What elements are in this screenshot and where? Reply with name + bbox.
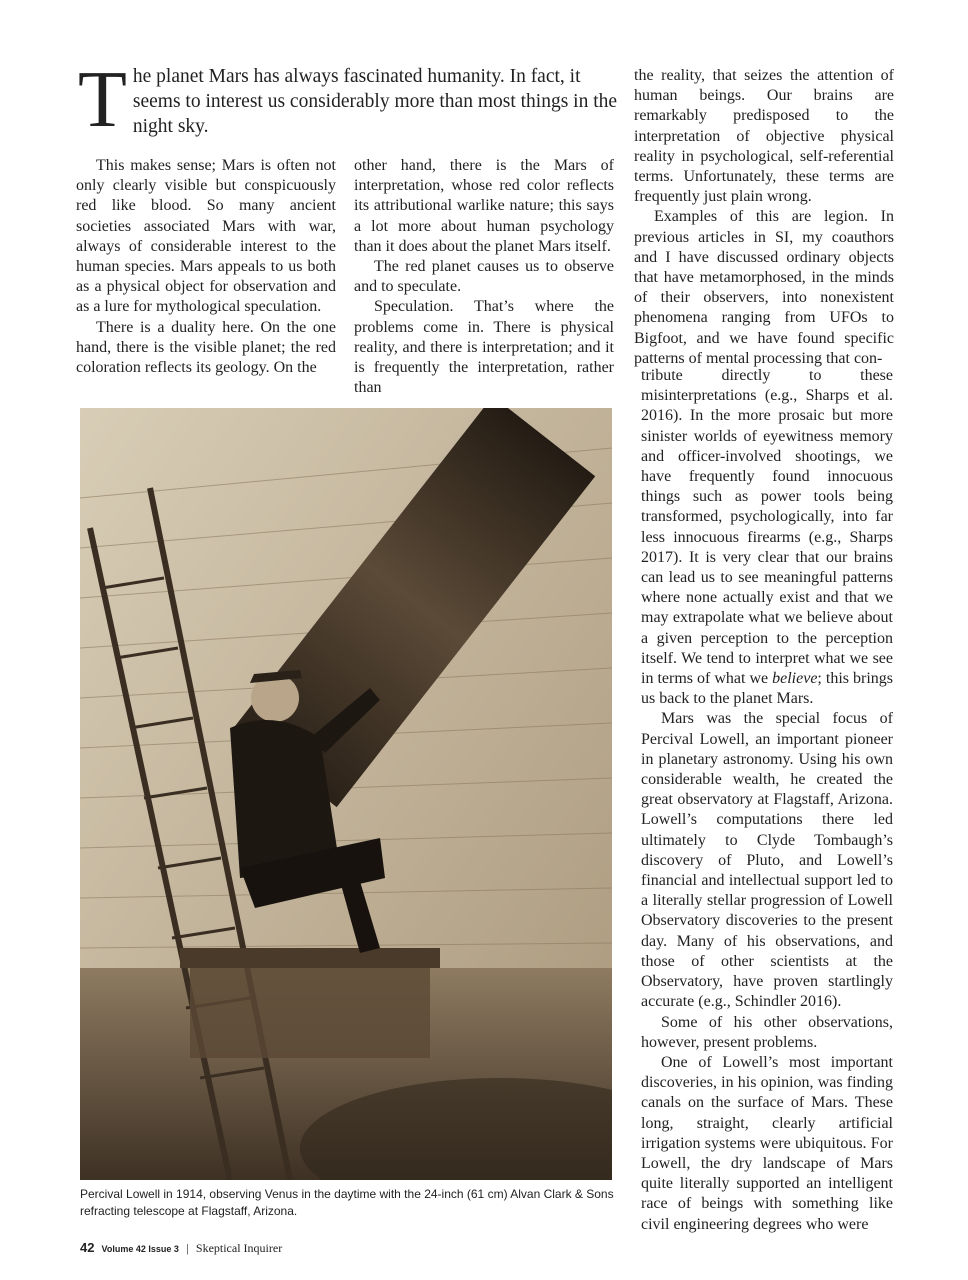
col3-paragraph-3: Mars was the special focus of Percival Lowell, an important pioneer in planetary astronomy. Using his own considerable wealth, he created the great observatory at Flagstaff, Arizona. Lowell’s computations there led ultimately to Clyde Tombaugh’s discovery of Pluto, and Lowell’s financial and intellectual support led to a literally stellar progression of Lowell Observatory discoveries to the present day. Many of his observations, and those of other scientists at the Observatory, have proven startlingly accurate (e.g., Schindler 2016). <box>641 710 893 1011</box>
col3-paragraph-4: Some of his other observations, however, present problems. <box>641 1013 893 1051</box>
col3-text-2b: tribute directly to these misinterpretations (e.g., Sharps et al. 2016). In the more prosaic but more sinister worlds of eyewitness memory and officer-involved shootings, we have frequently found innocuous things such as power tools being transformed, psychologically, into far less innocuous firearms (e.g., Sharps 2017). It is very clear that our brains can lead us to see meaningful patterns where none actually exist and that we may extrapolate what we believe about a given perception to the perception itself. We tend to interpret what we see in terms of what we <box>641 367 893 688</box>
volume-info: Volume 42 Issue 3 <box>101 1244 179 1254</box>
col3-paragraph-5: One of Lowell’s most important discoveries, in his opinion, was finding canals on the surface of Mars. These long, straight, clearly artificial irrigation systems were ubiquitous. For Lowell, the dry landscape of Mars quite literally supported an intelligent race of beings with something like civil engineering degrees who were <box>641 1053 893 1233</box>
magazine-name: Skeptical Inquirer <box>195 1241 283 1255</box>
col2-paragraph-1: other hand, there is the Mars of interpretation, whose red color reflects its attributional warlike nature; this says a lot more about human psychology than it does about the planet Mars itself. <box>354 157 614 255</box>
drop-cap: T <box>78 56 127 144</box>
col2-paragraph-3: Speculation. That’s where the problems come in. There is physical reality, and there is interpretation; and it is frequently the interpretation, rather than <box>354 298 614 397</box>
column-3-top <box>634 66 894 369</box>
col2-paragraph-2: The red planet causes us to observe and to speculate. <box>354 258 614 296</box>
page-footer <box>80 1240 282 1256</box>
col1-paragraph-2: There is a duality here. On the one hand, there is the visible planet; the red coloration reflects its geology. On the <box>76 318 336 377</box>
column-1 <box>76 156 336 378</box>
intro-text: he planet Mars has always fascinated humanity. In fact, it seems to interest us considerably more than most things in the night sky. <box>132 66 618 137</box>
col3-italic-believe: believe <box>772 670 818 688</box>
col3-paragraph-2a: Examples of this are legion. In previous articles in SI, my coauthors and I have discussed ordinary objects that have metamorphosed, in the minds of their observers, into nonexistent phenomena ranging from UFOs to Bigfoot, and we have found specific patterns of mental processing that con- <box>634 208 894 367</box>
col3-paragraph-2b <box>641 366 893 709</box>
photo-caption: Percival Lowell in 1914, observing Venus in the daytime with the 24-inch (61 cm) Alvan Clark & Sons refracting telescope at Flagstaff, Arizona. <box>80 1187 614 1218</box>
intro-paragraph <box>78 56 618 144</box>
lowell-telescope-photo <box>80 408 612 1180</box>
col1-paragraph-1: This makes sense; Mars is often not only clearly visible but conspicuously red like blood. So many ancient societies associated Mars with war, always of considerable interest to the human species. Mars appeals to us both as a physical object for observation and as a lure for mythological speculation. <box>76 157 336 316</box>
page-number: 42 <box>80 1240 95 1255</box>
col3-paragraph-1: the reality, that seizes the attention of human beings. Our brains are remarkably predisposed to the interpretation of objective physical reality in psychological, self-referential terms. Unfortunately, these terms are frequently just plain wrong. <box>634 67 894 206</box>
footer-separator: | <box>185 1243 189 1255</box>
col3-text-2c: ; this brings us back to the planet Mars. <box>641 670 894 708</box>
column-2 <box>354 156 614 398</box>
sepia-illustration <box>80 408 612 1180</box>
column-3-bottom <box>641 366 893 1235</box>
